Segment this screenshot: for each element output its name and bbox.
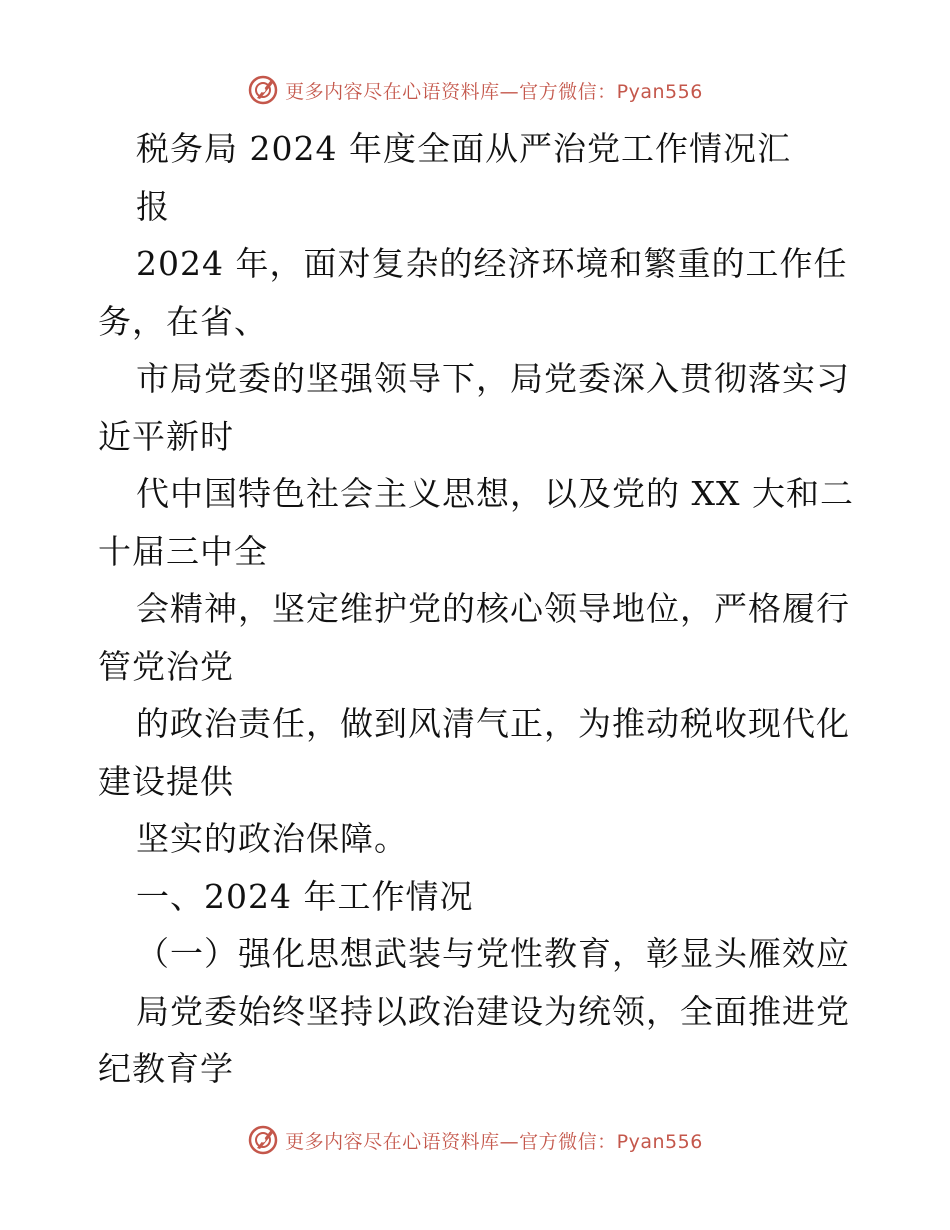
document-body: [98, 120, 858, 1098]
quill-logo-icon: [247, 1124, 279, 1156]
subsection-heading: （一）强化思想武装与党性教育，彰显头雁效应: [136, 934, 850, 973]
watermark-text: 更多内容尽在心语资料库—官方微信：Pyan556: [285, 1130, 703, 1153]
footer-watermark: [0, 1120, 950, 1160]
paragraph-line: 局党委始终坚持以政治建设为统领，全面推进党: [136, 991, 850, 1031]
paragraph-line: 2024 年，面对复杂的经济环境和繁重的工作任: [136, 244, 848, 283]
paragraph-line: 市局党委的坚强领导下，局党委深入贯彻落实习: [136, 359, 850, 398]
paragraph-line: 近平新时: [98, 416, 234, 456]
paragraph-line: 坚实的政治保障。: [136, 819, 408, 858]
paragraph-line: 管党治党: [98, 646, 234, 686]
doc-title-line-2: 报: [136, 186, 170, 226]
paragraph-line: 的政治责任，做到风清气正，为推动税收现代化: [136, 704, 850, 743]
header-watermark: [0, 70, 950, 110]
paragraph-line: 代中国特色社会主义思想，以及党的 XX 大和二: [136, 474, 854, 513]
doc-title-line-1: 税务局 2024 年度全面从严治党工作情况汇: [136, 129, 791, 168]
paragraph-line: 务，在省、: [98, 301, 268, 341]
paragraph-line: 会精神，坚定维护党的核心领导地位，严格履行: [136, 589, 850, 628]
quill-logo-icon: [247, 74, 279, 106]
paragraph-line: 十届三中全: [98, 531, 268, 571]
paragraph-line: 建设提供: [98, 761, 234, 801]
watermark-text: 更多内容尽在心语资料库—官方微信：Pyan556: [285, 80, 703, 103]
section-heading: 一、2024 年工作情况: [136, 876, 474, 916]
paragraph-line: 纪教育学: [98, 1049, 234, 1088]
